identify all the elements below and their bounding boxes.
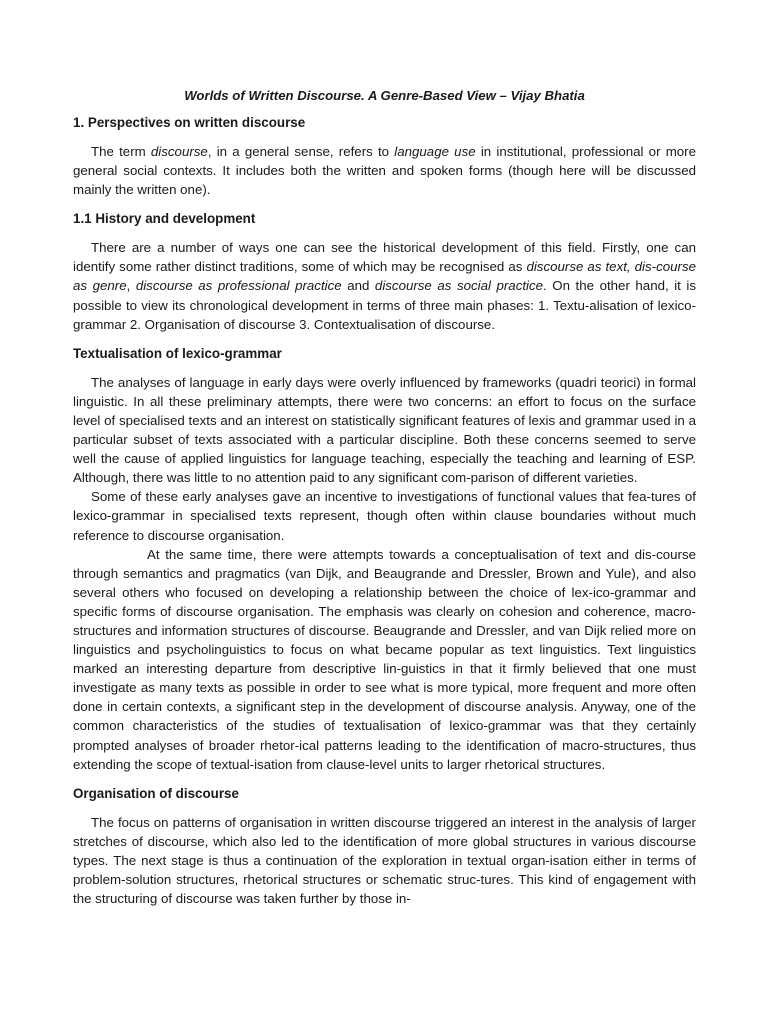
paragraph-discourse-definition: The term discourse, in a general sense, refers to language use in institutional, professional or more general social contexts. It includes both the written and spoken forms (though here will be discussed mainly the written one).	[73, 144, 696, 198]
paragraph-organisation: The focus on patterns of organisation in written discourse triggered an interest in the analysis of larger stretches of discourse, which also led to the identification of more global structures in various discourse types. The next stage is thus a continuation of the exploration in textual organ-isation either in terms of problem-solution structures, rhetorical structures or schematic struc-tures. This kind of engagement with the structuring of discourse was taken further by those in-	[73, 814, 696, 907]
paragraph-textualisation-1: The analyses of language in early days were overly influenced by frameworks (quadri teorici) in formal linguistic. In all these preliminary attempts, there were two concerns: an effort to focus on the surface level of specialised texts and an interest on statistically significant features of lexis and grammar used in a particular subset of texts associated with a particular discipline. Both these concerns seemed to serve well the cause of applied linguistics for language teaching, especially the teaching and learning of ESP. Although, there was little to no attention paid to any significant com-parison of different varieties.	[73, 374, 696, 486]
section-heading-organisation: Organisation of discourse	[73, 785, 239, 801]
paragraph-textualisation-3: At the same time, there were attempts towards a conceptualisation of text and dis-course through semantics and pragmatics (van Dijk, and Beaugrande and Dressler, Brown and Yule), and also several others who focused on developing a relationship between the choice of lex-ico-grammar and specific forms of discourse organisation. The emphasis was clearly on cohesion and coherence, macro-structures and information structures of discourse. Beaugrande and Dressler, and van Dijk relied more on linguistics and psycholinguistics to focus on what became popular as text linguistics. Text linguistics marked an interesting departure from descriptive lin-guistics in that it firmly believed that one must investigate as many texts as possible in order to see what is more typical, more frequent and more often done in certain contexts, a significant step in the development of discourse analysis. Anyway, one of the common characteristics of the studies of textualisation of lexico-grammar was that they certainly prompted analyses of broader rhetor-ical patterns leading to the identification of macro-structures, thus extending the scope of textual-isation from clause-level units to larger rhetorical structures.	[73, 546, 696, 772]
section-heading-perspectives: 1. Perspectives on written discourse	[73, 115, 306, 130]
section-heading-history: 1.1 History and development	[73, 211, 256, 227]
paragraph-textualisation-2: Some of these early analyses gave an incentive to investigations of functional values that fea-tures of lexico-grammar in specialised texts represent, though often within clause boundaries without much reference to discourse organisation.	[73, 489, 696, 543]
document-title: Worlds of Written Discourse. A Genre-Based View – Vijay Bhatia	[184, 88, 585, 103]
paragraph-history: There are a number of ways one can see the historical development of this field. Firstly, one can identify some rather distinct traditions, some of which may be recognised as discourse as text, dis-course as genre, discourse as professional practice and discourse as social practice. On the other hand, it is possible to view its chronological development in terms of three main phases: 1. Textu-alisation of lexico-grammar 2. Organisation of discourse 3. Contextualisation of discourse.	[73, 240, 697, 332]
section-heading-textualisation: Textualisation of lexico-grammar	[73, 345, 282, 361]
